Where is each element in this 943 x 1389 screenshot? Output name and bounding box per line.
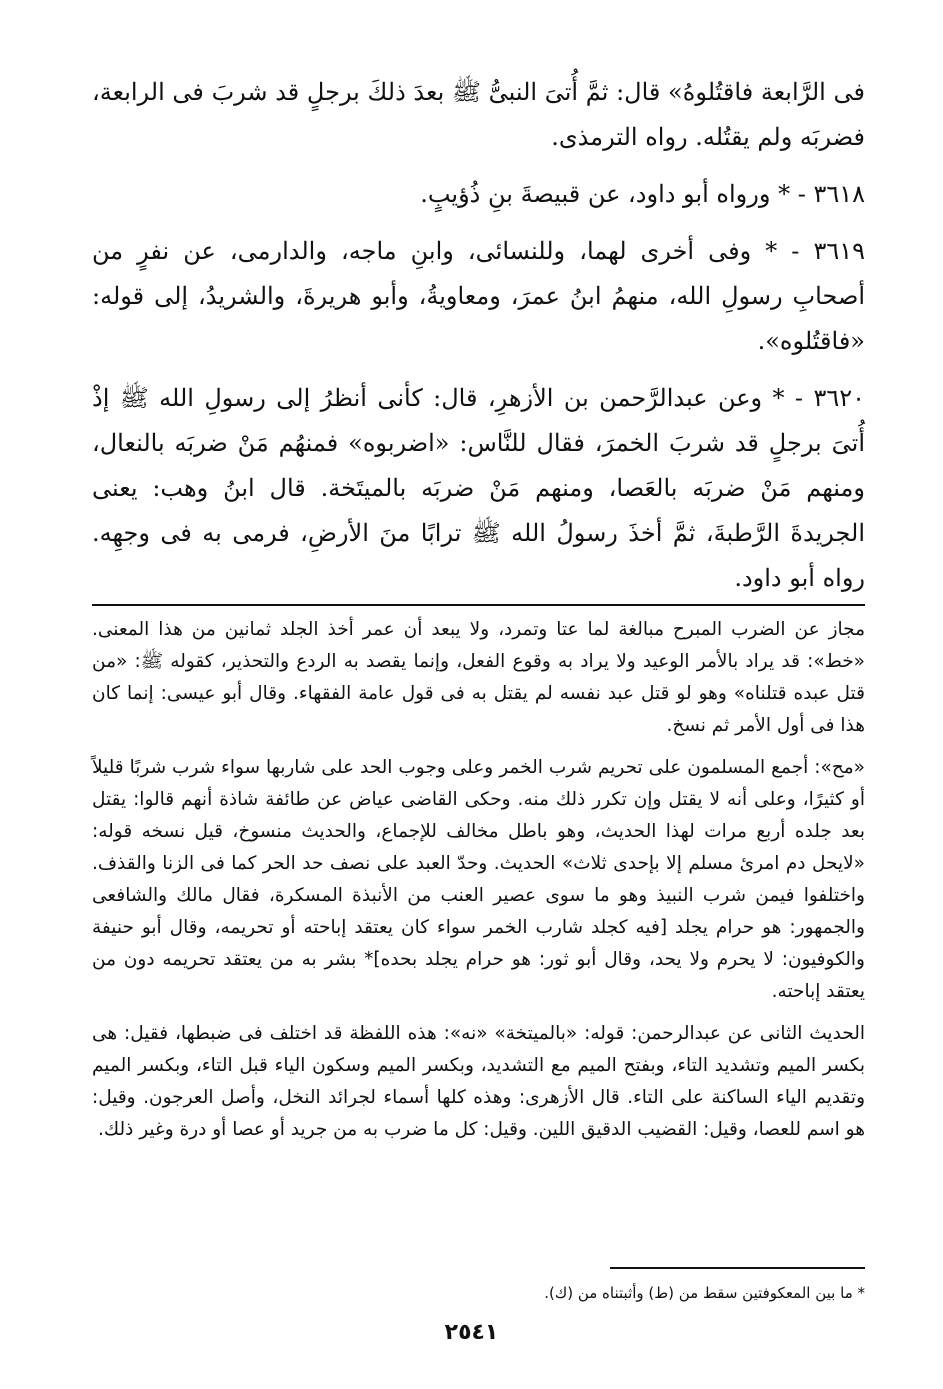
hadith-3618: ٣٦١٨ - * ورواه أبو داود، عن قبيصةَ بنِ ذُؤيبٍ. (420, 180, 865, 208)
page-number: ٢٥٤١ (444, 1320, 499, 1345)
commentary-paragraph-2: «مح»: أجمع المسلمون على تحريم شرب الخمر وعلى وجوب الحد على شاربها سواء شرب شربًا قليلاً أو كثيرًا، وعلى أنه لا يقتل وإن تكرر ذلك منه. وحكى القاضى عياض عن طائفة شاذة أنهم قالوا: يقتل بعد جلده أربع مرات لهذا الحديث، وهو باطل مخالف للإجماع، والحديث منسوخ، قيل نسخه قوله: «لايحل دم امرئ مسلم إلا بإحدى ثلاث» الحديث. وحدّ العبد على نصف حد الحر كما فى الزنا والقذف. واختلفوا فيمن شرب النبيذ وهو ما سوى عصير العنب من الأنبذة المسكرة، فقال مالك والشافعى والجمهور: هو حرام يجلد [فيه كجلد شارب الخمر سواء كان يعتقد إباحته أو تحريمه، وقال أبو حنيفة والكوفيون: لا يحرم ولا يحد، وقال أبو ثور: هو حرام يجلد بحده]* بشر به من يعتقد تحريمه دون من يعتقد إباحته. (92, 757, 865, 1002)
section-divider (92, 604, 865, 606)
hadith-paragraph-1: فى الرَّابعة فاقتُلوهُ» قال: ثمَّ أُتىَ النبىُّ ﷺ بعدَ ذلكَ برجلٍ قد شربَ فى الرابعة، فضربَه ولم يقتُله. رواه الترمذى. (92, 78, 865, 151)
footnote-divider (610, 1267, 865, 1269)
hadith-3619: ٣٦١٩ - * وفى أخرى لهما، وللنسائى، وابنِ ماجه، والدارمى، عن نفرٍ من أصحابِ رسولِ الله، منهمُ ابنُ عمرَ، ومعاويةُ، وأبو هريرةَ، والشريدُ، إلى قوله: «فاقتُلوه». (92, 237, 865, 355)
footnote: * ما بين المعكوفتين سقط من (ط) وأثبتناه من (ك). (544, 1284, 865, 1302)
commentary (92, 614, 865, 1156)
commentary-paragraph-1: مجاز عن الضرب المبرح مبالغة لما عتا وتمرد، ولا يبعد أن عمر أخذ الجلد ثمانين من هذا المعنى. «خط»: قد يراد بالأمر الوعيد ولا يراد به وقوع الفعل، وإنما يقصد به الردع والتحذير، كقوله ﷺ: «من قتل عبده قتلناه» وهو لو قتل عبد نفسه لم يقتل به فى قول عامة الفقهاء. وقال أبو عيسى: إنما كان هذا فى أول الأمر ثم نسخ. (92, 619, 865, 736)
main-text (92, 70, 865, 613)
commentary-paragraph-3: الحديث الثانى عن عبدالرحمن: قوله: «بالميتخة» «نه»: هذه اللفظة قد اختلف فى ضبطها، فقيل: هى بكسر الميم وتشديد التاء، وبفتح الميم مع التشديد، وبكسر الميم وسكون الياء قبل التاء، وبكسر الميم وتقديم الياء الساكنة على التاء. قال الأزهرى: وهذه كلها أسماء لجرائد النخل، وأصل العرجون. وقيل: هو اسم للعصا، وقيل: القضيب الدقيق اللين. وقيل: كل ما ضرب به من جريد أو عصا أو درة وغير ذلك. (92, 1023, 865, 1140)
hadith-3620: ٣٦٢٠ - * وعن عبدالرَّحمن بن الأزهرِ، قال: كأنى أنظرُ إلى رسولِ الله ﷺ إذْ أُتىَ برجلٍ قد شربَ الخمرَ، فقال للنَّاس: «اضربوه» فمنهُم مَنْ ضربَه بالنعال، ومنهم مَنْ ضربَه بالعَصا، ومنهم مَنْ ضربَه بالميتَخة. قال ابنُ وهب: يعنى الجريدةَ الرَّطبةَ، ثمَّ أخذَ رسولُ الله ﷺ ترابًا منَ الأرضِ، فرمى به فى وجهِه. رواه أبو داود. (92, 384, 865, 592)
